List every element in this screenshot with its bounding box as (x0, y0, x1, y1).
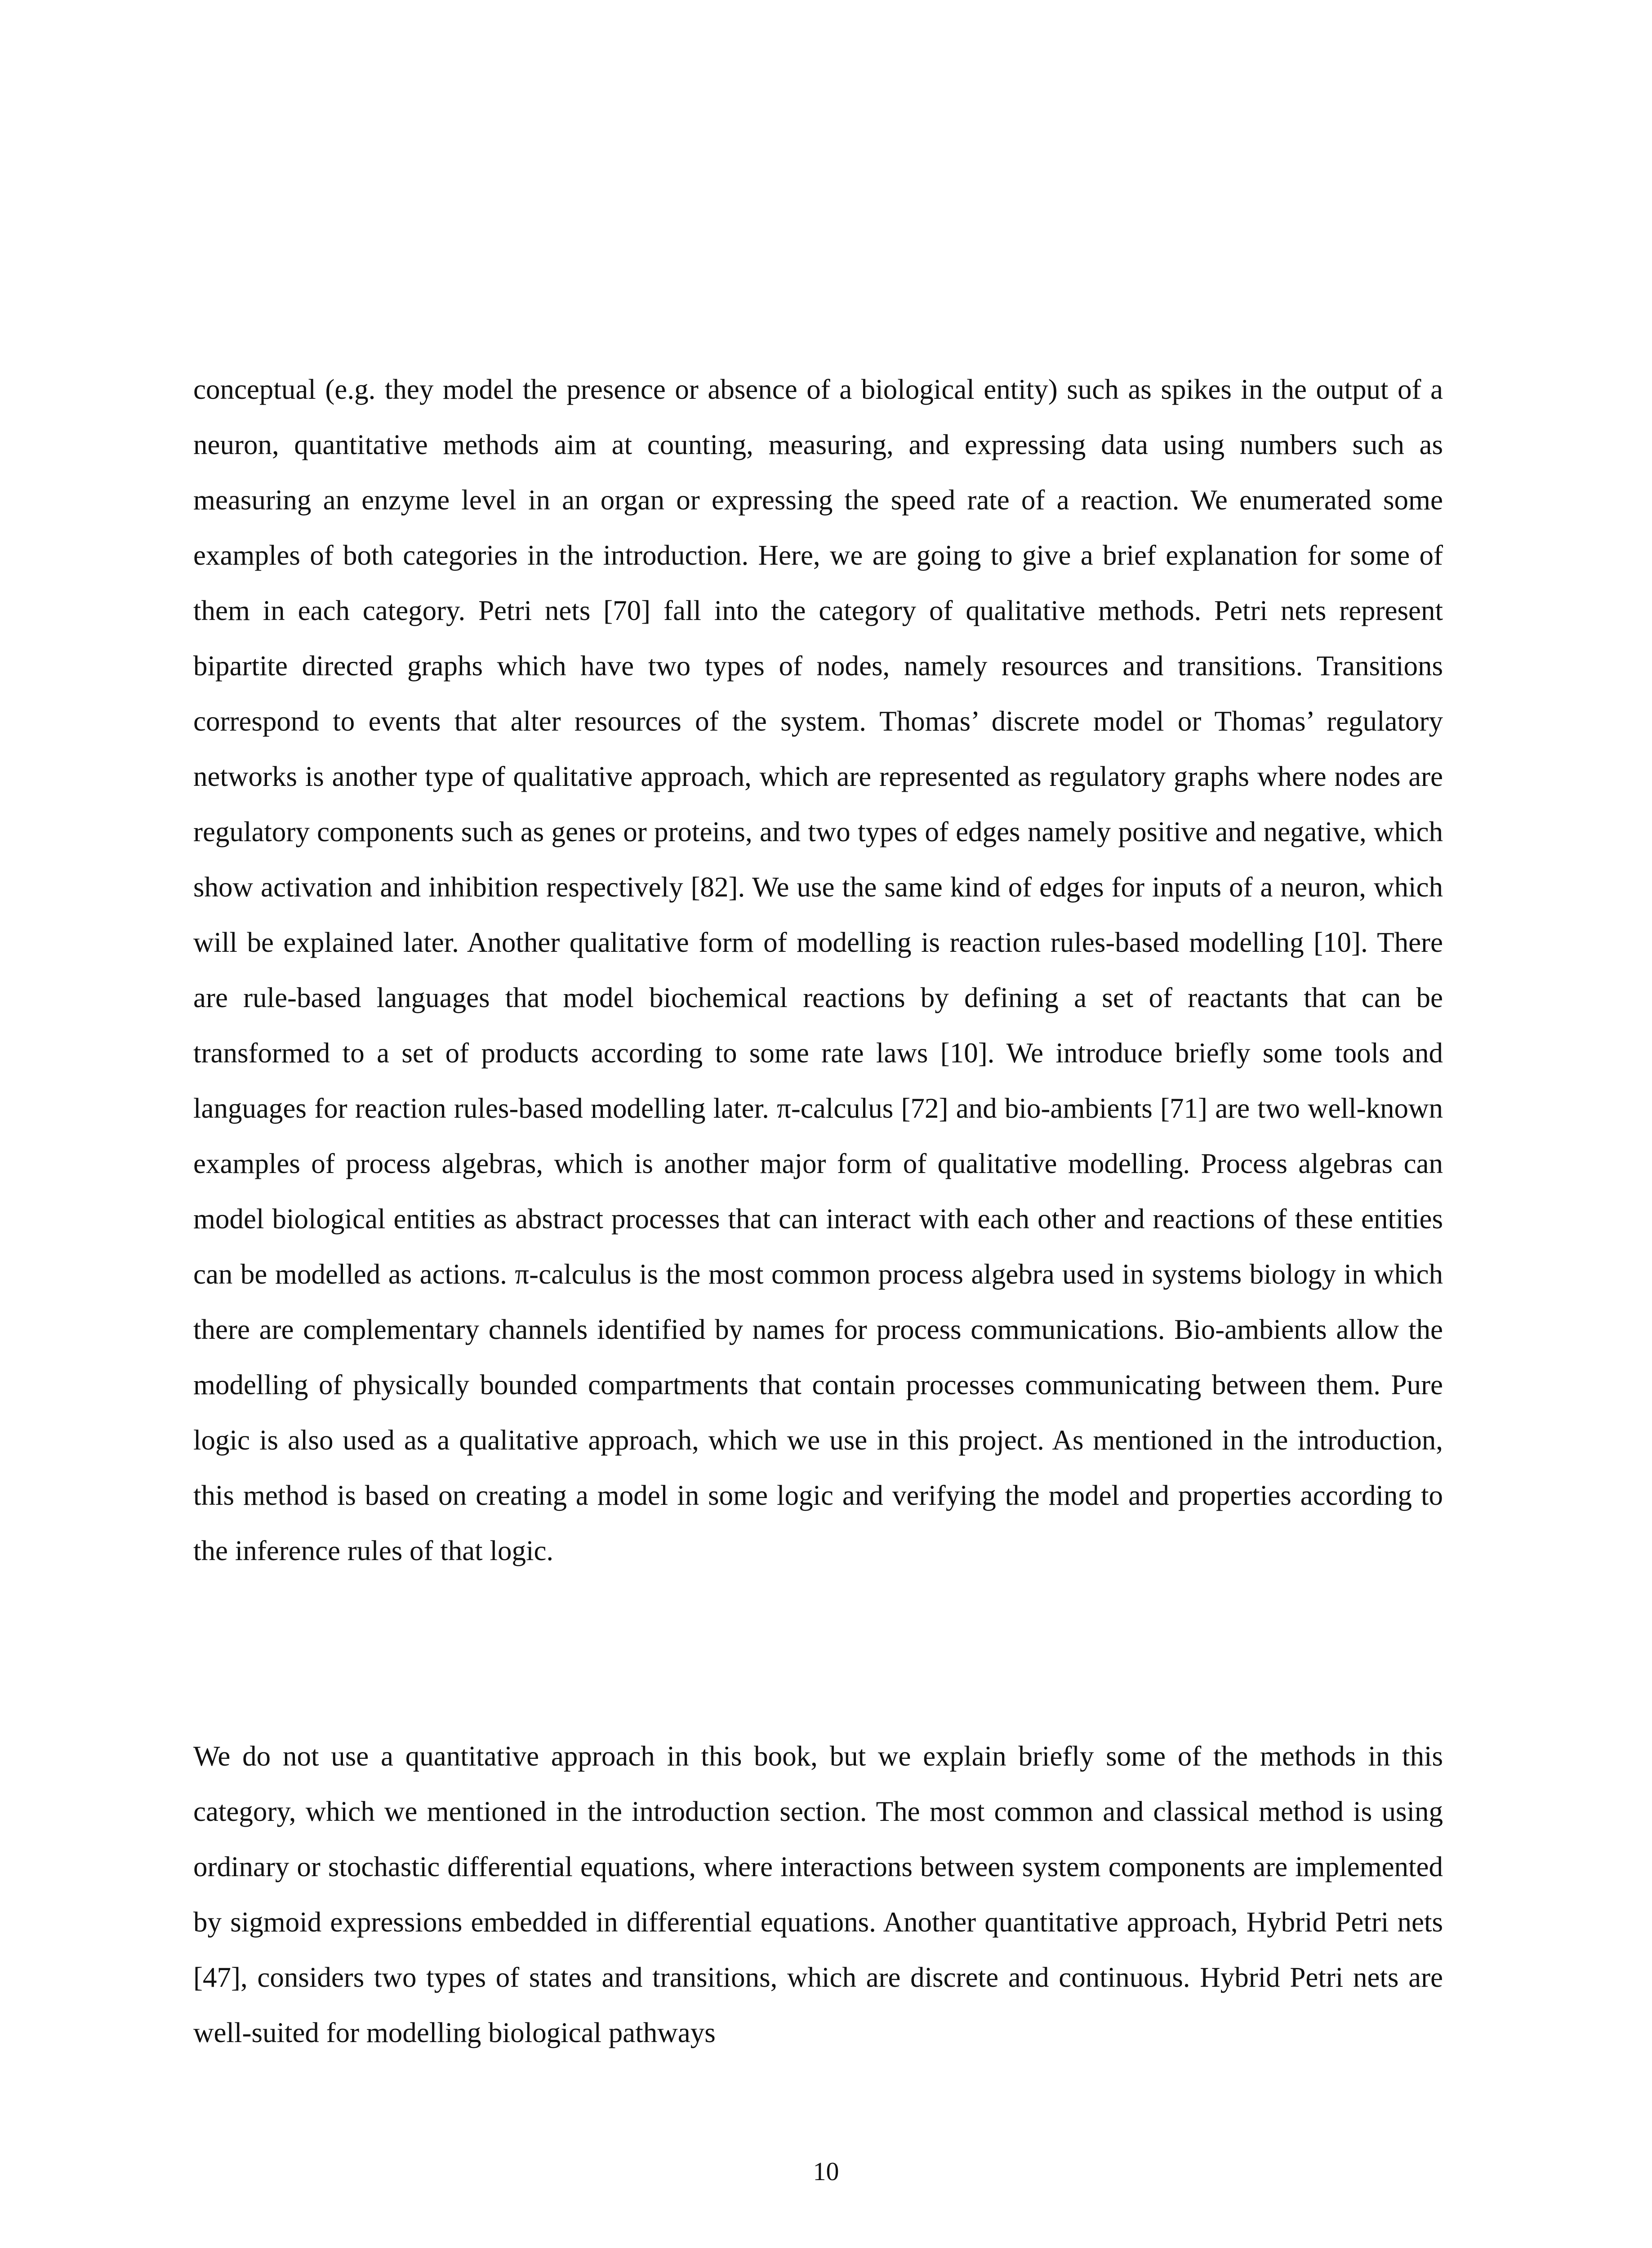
body-paragraph-2 (193, 1729, 1443, 2061)
body-paragraph-1 (193, 362, 1443, 1579)
paragraph-text: conceptual (e.g. they model the presence or absence of a biological entity) such as spikes in the output of a neuron, quantitative methods aim at counting, measuring, and expressing data using numbers such as measuring an enzyme level in an organ or expressing the speed rate of a reaction. We enumerated some examples of both categories in the introduction. Here, we are going to give a brief explanation for some of them in each category. Petri nets [70] fall into the category of qualitative methods. Petri nets represent bipartite directed graphs which have two types of nodes, namely resources and transitions. Transitions correspond to events that alter resources of the system. Thomas’ discrete model or Thomas’ regulatory networks is another type of qualitative approach, which are represented as regulatory graphs where nodes are regulatory components such as genes or proteins, and two types of edges namely positive and negative, which show activation and inhibition respectively [82]. We use the same kind of edges for inputs of a neuron, which will be explained later. Another qualitative form of modelling is reaction rules-based modelling [10]. There are rule-based languages that model biochemical reactions by defining a set of reactants that can be transformed to a set of products according to some rate laws [10]. We introduce briefly some tools and languages for reaction rules-based modelling later. π-calculus [72] and bio-ambients [71] are two well-known examples of process algebras, which is another major form of qualitative modelling. Process algebras can model biological entities as abstract processes that can interact with each other and reactions of these entities can be modelled as actions. π-calculus is the most common process algebra used in systems biology in which there are complementary channels identified by names for process communications. Bio-ambients allow the modelling of physically bounded compartments that contain processes communicating between them. Pure logic is also used as a qualitative approach, which we use in this project. As mentioned in the introduction, this method is based on creating a model in some logic and verifying the model and properties according to the inference rules of that logic. (193, 374, 1443, 1566)
paragraph-text: We do not use a quantitative approach in this book, but we explain briefly some of the methods in this category, which we mentioned in the introduction section. The most common and classical method is using ordinary or stochastic differential equations, where interactions between system components are implemented by sigmoid expressions embedded in differential equations. Another quantitative approach, Hybrid Petri nets [47], considers two types of states and transitions, which are discrete and continuous. Hybrid Petri nets are well-suited for modelling biological pathways (193, 1740, 1443, 2048)
page-number: 10 (813, 2157, 839, 2186)
